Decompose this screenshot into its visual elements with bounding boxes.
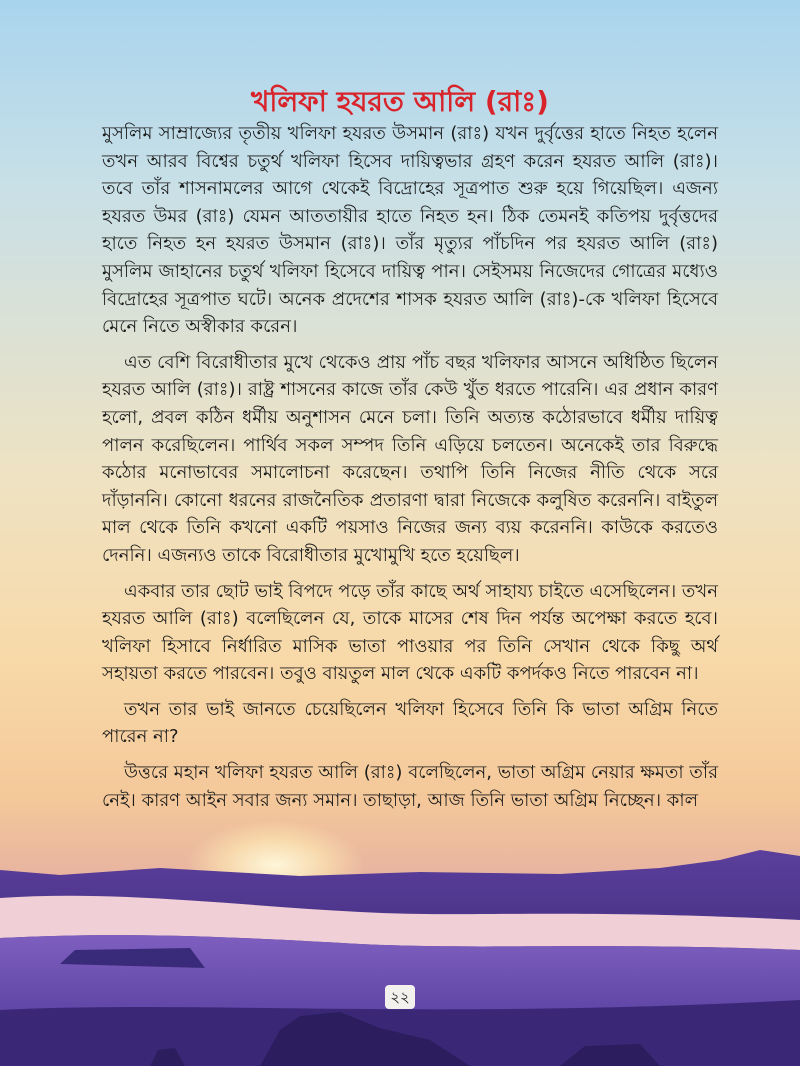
body-text [102, 120, 718, 822]
purple-hills-landscape [0, 850, 800, 1066]
paragraph-3: একবার তার ছোট ভাই বিপদে পড়ে তাঁর কাছে অর্থ সাহায্য চাইতে এসেছিলেন। তখন হযরত আলি (রাঃ) বলেছিলেন যে, তাকে মাসের শেষ দিন পর্যন্ত অপেক্ষা করতে হবে। খলিফা হিসাবে নির্ধারিত মাসিক ভাতা পাওয়ার পর তিনি সেখান থেকে কিছু অর্থ সহায়তা করতে পারবেন। তবুও বায়তুল মাল থেকে একটি কপর্দকও নিতে পারবেন না। [102, 580, 718, 685]
paragraph-2: এত বেশি বিরোধীতার মুখে থেকেও প্রায় পাঁচ বছর খলিফার আসনে অধিষ্ঠিত ছিলেন হযরত আলি (রাঃ)। রাষ্ট্র শাসনের কাজে তাঁর কেউ খুঁত ধরতে পারেনি। এর প্রধান কারণ হলো, প্রবল কঠিন ধর্মীয় অনুশাসন মেনে চলা। তিনি অত্যন্ত কঠোরভাবে ধর্মীয় দায়িত্ব পালন করেছিলেন। পার্থিব সকল সম্পদ তিনি এড়িয়ে চলতেন। অনেকেই তার বিরুদ্ধে কঠোর মনোভাবের সমালোচনা করেছেন। তথাপি তিনি নিজের নীতি থেকে সরে দাঁড়াননি। কোনো ধরনের রাজনৈতিক প্রতারণা দ্বারা নিজেকে কলুষিত করেননি। বাইতুল মাল থেকে তিনি কখনো একটি পয়সাও নিজের জন্য ব্যয় করেননি। কাউকে করতেও দেননি। এজন্যও তাকে বিরোধীতার মুখোমুখি হতে হয়েছিল। [102, 351, 718, 566]
page-number: ২২ [385, 985, 415, 1009]
paragraph-1: মুসলিম সাম্রাজ্যের তৃতীয় খলিফা হযরত উসমান (রাঃ) যখন দুর্বৃত্তের হাতে নিহত হলেন তখন আরব বিশ্বের চতুর্থ খলিফা হিসেব দায়িত্বভার গ্রহণ করেন হযরত আলি (রাঃ)। তবে তাঁর শাসনামলের আগে থেকেই বিদ্রোহের সূত্রপাত শুরু হয়ে গিয়েছিল। এজন্য হযরত উমর (রাঃ) যেমন আততায়ীর হাতে নিহত হন। ঠিক তেমনই কতিপয় দুর্বৃত্তদের হাতে নিহত হন হযরত উসমান (রাঃ)। তাঁর মৃত্যুর পাঁচদিন পর হযরত আলি (রাঃ) মুসলিম জাহানের চতুর্থ খলিফা হিসেবে দায়িত্ব পান। সেইসময় নিজেদের গোত্রের মধ্যেও বিদ্রোহের সূত্রপাত ঘটে। অনেক প্রদেশের শাসক হযরত আলি (রাঃ)-কে খলিফা হিসেবে মেনে নিতে অস্বীকার করেন। [102, 123, 718, 338]
paragraph-5: উত্তরে মহান খলিফা হযরত আলি (রাঃ) বলেছিলেন, ভাতা অগ্রিম নেয়ার ক্ষমতা তাঁর নেই। কারণ আইন সবার জন্য সমান। তাছাড়া, আজ তিনি ভাতা অগ্রিম নিচ্ছেন। কাল [102, 762, 718, 811]
page-title: খলিফা হযরত আলি (রাঃ) [251, 85, 549, 118]
paragraph-4: তখন তার ভাই জানতে চেয়েছিলেন খলিফা হিসেবে তিনি কি ভাতা অগ্রিম নিতে পারেন না? [102, 698, 718, 748]
